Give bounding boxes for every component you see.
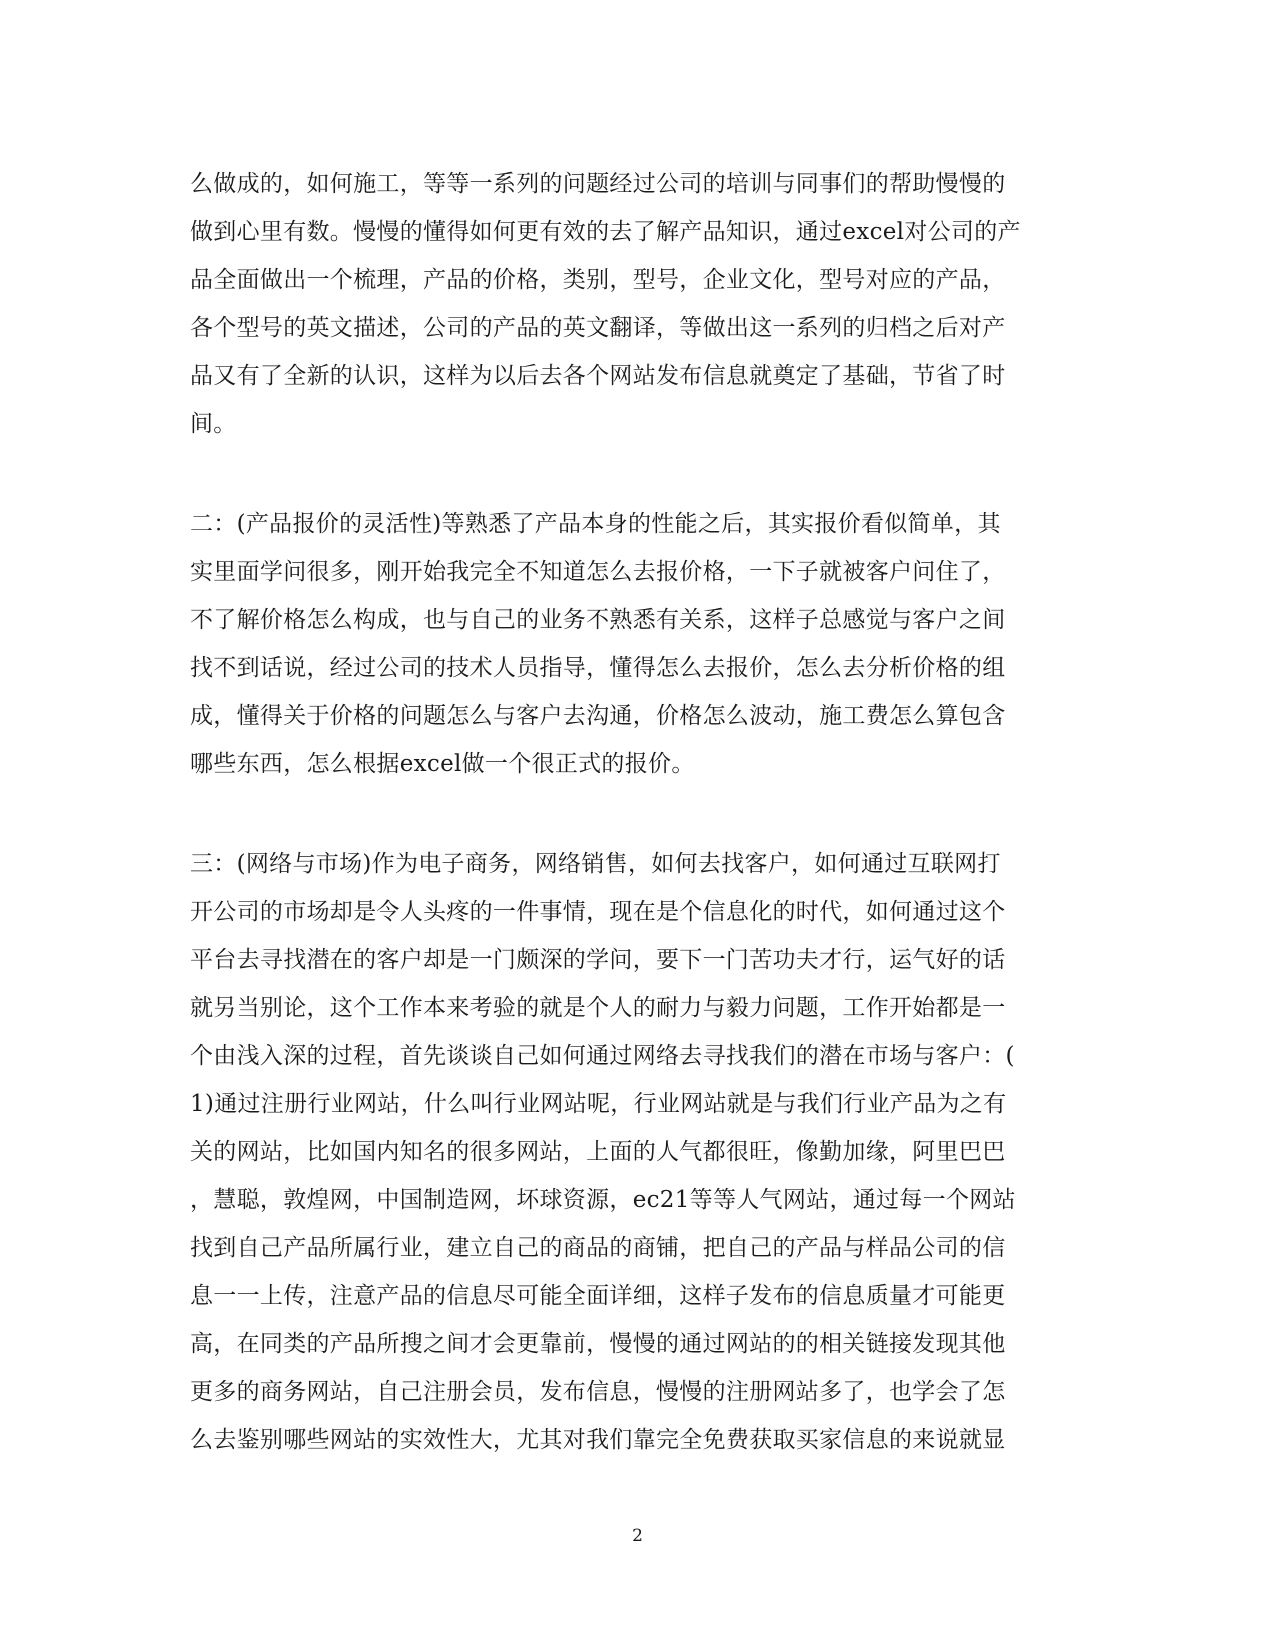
text-line: 就另当别论，这个工作本来考验的就是个人的耐力与毅力问题，工作开始都是一 [190,995,1006,1021]
text-line: 找不到话说，经过公司的技术人员指导，懂得怎么去报价，怎么去分析价格的组 [190,655,1006,681]
text-line: 做到心里有数。慢慢的懂得如何更有效的去了解产品知识，通过excel对公司的产 [190,219,1021,245]
text-line: 各个型号的英文描述，公司的产品的英文翻译，等做出这一系列的归档之后对产 [190,315,1006,341]
text-line: 实里面学问很多，刚开始我完全不知道怎么去报价格，一下子就被客户问住了， [190,559,1006,585]
text-line: 个由浅入深的过程，首先谈谈自己如何通过网络去寻找我们的潜在市场与客户：( [190,1043,1015,1069]
text-line: 1)通过注册行业网站，什么叫行业网站呢，行业网站就是与我们行业产品为之有 [190,1091,1007,1117]
text-line: 不了解价格怎么构成，也与自己的业务不熟悉有关系，这样子总感觉与客户之间 [190,607,1006,633]
paragraph-product-knowledge [190,160,1070,448]
text-line: 成，懂得关于价格的问题怎么与客户去沟通，价格怎么波动，施工费怎么算包含 [190,703,1006,729]
text-line: 开公司的市场却是令人头疼的一件事情，现在是个信息化的时代，如何通过这个 [190,899,1006,925]
text-line: 品又有了全新的认识，这样为以后去各个网站发布信息就奠定了基础，节省了时 [190,363,1006,389]
text-line: 二：(产品报价的灵活性)等熟悉了产品本身的性能之后，其实报价看似简单，其 [190,511,1001,537]
text-line: 么做成的，如何施工，等等一系列的问题经过公司的培训与同事们的帮助慢慢的 [190,171,1006,197]
text-line: 么去鉴别哪些网站的实效性大，尤其对我们靠完全免费获取买家信息的来说就显 [190,1427,1006,1453]
text-line: 平台去寻找潜在的客户却是一门颇深的学问，要下一门苦功夫才行，运气好的话 [190,947,1006,973]
text-line: 哪些东西，怎么根据excel做一个很正式的报价。 [190,751,695,777]
text-line: 高，在同类的产品所搜之间才会更靠前，慢慢的通过网站的的相关链接发现其他 [190,1331,1006,1357]
text-line: 息一一上传，注意产品的信息尽可能全面详细，这样子发布的信息质量才可能更 [190,1283,1006,1309]
text-line: 更多的商务网站，自己注册会员，发布信息，慢慢的注册网站多了，也学会了怎 [190,1379,1006,1405]
text-line: 品全面做出一个梳理，产品的价格，类别，型号，企业文化，型号对应的产品， [190,267,1006,293]
text-line: 间。 [190,411,237,437]
text-line: 找到自己产品所属行业，建立自己的商品的商铺，把自己的产品与样品公司的信 [190,1235,1006,1261]
paragraph-network-market [190,840,1070,1464]
text-line: 三：(网络与市场)作为电子商务，网络销售，如何去找客户，如何通过互联网打 [190,851,1001,877]
text-line: ，慧聪，敦煌网，中国制造网，坏球资源，ec21等等人气网站，通过每一个网站 [190,1187,1016,1213]
page-number: 2 [632,1526,643,1546]
text-line: 关的网站，比如国内知名的很多网站，上面的人气都很旺，像勤加缘，阿里巴巴 [190,1139,1006,1165]
paragraph-product-pricing [190,500,1070,788]
